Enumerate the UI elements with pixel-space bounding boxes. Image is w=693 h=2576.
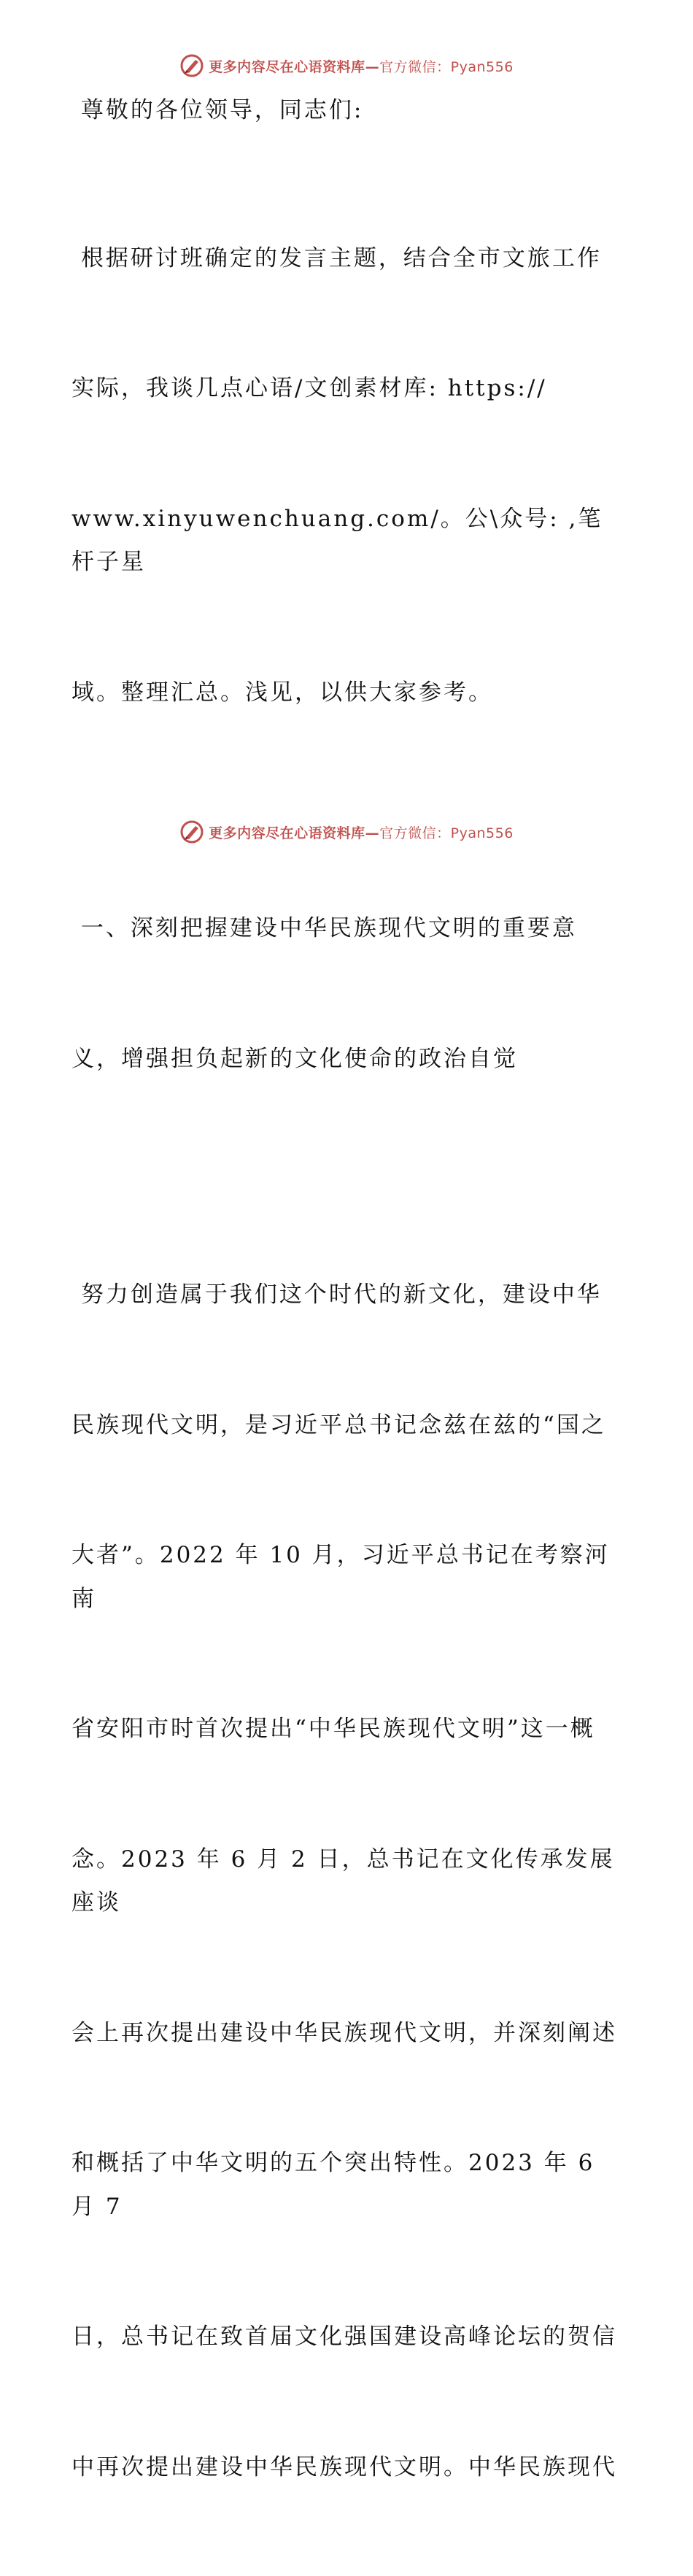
text-line: 民族现代文明，是习近平总书记念兹在兹的“国之 bbox=[71, 1411, 606, 1438]
banner-main: 更多内容尽在心语资料库 bbox=[209, 58, 365, 75]
banner-text bbox=[209, 56, 514, 76]
banner-dash: — bbox=[365, 58, 380, 75]
heading-line: 义，增强担负起新的文化使命的政治自觉 bbox=[71, 1045, 518, 1072]
text-line: 实际，我谈几点心语/文创素材库: https:// bbox=[71, 375, 547, 401]
document-body bbox=[71, 89, 622, 2576]
heading-line: 一、深刻把握建设中华民族现代文明的重要意 bbox=[71, 915, 577, 941]
body-paragraph bbox=[71, 1187, 622, 2576]
text-line: 省安阳市时首次提出“中华民族现代文明”这一概 bbox=[71, 1716, 595, 1742]
text-line: 大者”。2022 年 10 月，习近平总书记在考察河南 bbox=[71, 1542, 610, 1612]
text-line: 会上再次提出建设中华民族现代文明，并深刻阐述 bbox=[71, 2019, 617, 2046]
banner-main: 更多内容尽在心语资料库 bbox=[209, 825, 365, 841]
footer-banner bbox=[0, 817, 693, 847]
text-line: 努力创造属于我们这个时代的新文化，建设中华 bbox=[71, 1281, 602, 1308]
text-line: 中再次提出建设中华民族现代文明。中华民族现代 bbox=[71, 2453, 617, 2480]
banner-wechat: 官方微信：Pyan556 bbox=[379, 58, 514, 75]
header-banner bbox=[0, 51, 693, 80]
banner-wechat: 官方微信：Pyan556 bbox=[379, 825, 514, 841]
text-line: 日，总书记在致首届文化强国建设高峰论坛的贺信 bbox=[71, 2324, 617, 2350]
pen-logo-icon bbox=[179, 53, 204, 78]
text-line: 域。整理汇总。浅见，以供大家参考。 bbox=[71, 679, 493, 706]
banner-dash: — bbox=[365, 825, 380, 841]
pen-logo-icon bbox=[179, 820, 204, 844]
text-line: www.xinyuwenchuang.com/。公\众号: ,笔杆子星 bbox=[71, 505, 603, 575]
section-heading bbox=[71, 820, 622, 1168]
salutation: 尊敬的各位领导，同志们: bbox=[71, 97, 364, 123]
text-line: 和概括了中华文明的五个突出特性。2023 年 6 月 7 bbox=[71, 2150, 605, 2220]
text-line: 念。2023 年 6 月 2 日，总书记在文化传承发展座谈 bbox=[71, 1846, 615, 1916]
text-line: 根据研讨班确定的发言主题，结合全市文旅工作 bbox=[71, 244, 602, 271]
banner-text bbox=[209, 822, 514, 842]
intro-paragraph bbox=[71, 150, 622, 802]
